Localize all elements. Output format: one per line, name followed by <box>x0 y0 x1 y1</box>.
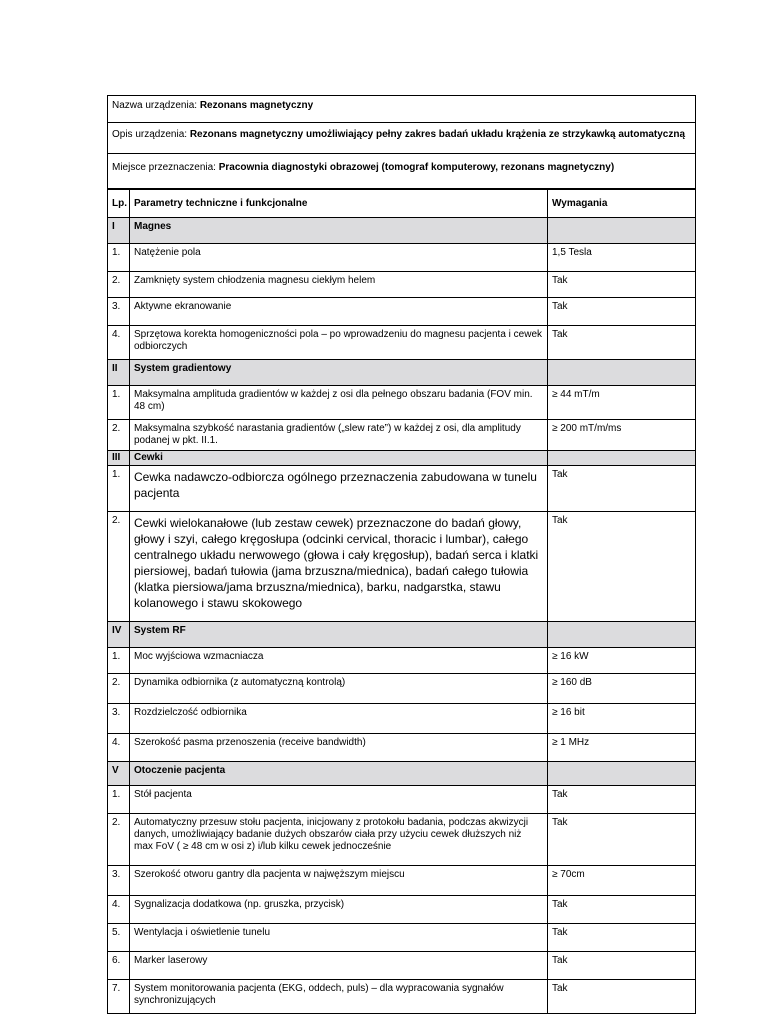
section-title: Cewki <box>130 451 548 466</box>
table-header-row <box>108 190 696 218</box>
header-requirements: Wymagania <box>548 190 696 218</box>
row-number: 2. <box>108 420 130 451</box>
device-name-row <box>108 96 696 123</box>
row-parameter: Automatyczny przesuw stołu pacjenta, inicjowany z protokołu badania, podczas akwizycji danych, umożliwiający badanie dużych obszarów ciała przy użyciu cewek dłuższych niż max FoV ( ≥ 48 cm w osi z) i/lub kilku cewek jednocześnie <box>130 814 548 866</box>
row-requirement: Tak <box>548 786 696 814</box>
document-page <box>107 95 696 1014</box>
row-parameter: Szerokość otworu gantry dla pacjenta w najwęższym miejscu <box>130 866 548 896</box>
row-parameter: Cewki wielokanałowe (lub zestaw cewek) przeznaczone do badań głowy, głowy i szyi, całego kręgosłupa (odcinki cervical, thoracic i lumbar), całego centralnego układu nerwowego (głowa i cały kręgosłup), badań serca i klatki piersiowej, badań tułowia (jama brzuszna/miednica), badań całego tułowia (klatka piersiowa/jama brzuszna/miednica), barku, nadgarstka, stawu kolanowego i stawu skokowego <box>130 512 548 622</box>
row-requirement: Tak <box>548 466 696 512</box>
row-requirement: Tak <box>548 512 696 622</box>
table-row <box>108 704 696 734</box>
row-parameter: Wentylacja i oświetlenie tunelu <box>130 924 548 952</box>
row-number: 6. <box>108 952 130 980</box>
section-row <box>108 622 696 648</box>
section-empty-cell <box>548 360 696 386</box>
section-number: III <box>108 451 130 466</box>
row-requirement: 1,5 Tesla <box>548 244 696 272</box>
section-number: V <box>108 762 130 786</box>
row-parameter: Zamknięty system chłodzenia magnesu ciekłym helem <box>130 272 548 298</box>
section-empty-cell <box>548 451 696 466</box>
section-title: Otoczenie pacjenta <box>130 762 548 786</box>
table-row <box>108 326 696 360</box>
table-row <box>108 952 696 980</box>
row-number: 4. <box>108 326 130 360</box>
row-requirement: ≥ 44 mT/m <box>548 386 696 420</box>
row-requirement: ≥ 70cm <box>548 866 696 896</box>
section-empty-cell <box>548 622 696 648</box>
header-lp: Lp. <box>108 190 130 218</box>
table-row <box>108 924 696 952</box>
destination-value: Pracownia diagnostyki obrazowej (tomograf komputerowy, rezonans magnetyczny) <box>218 162 615 173</box>
section-row <box>108 451 696 466</box>
row-number: 2. <box>108 814 130 866</box>
info-table <box>107 95 696 189</box>
row-number: 1. <box>108 244 130 272</box>
section-number: IV <box>108 622 130 648</box>
table-row <box>108 244 696 272</box>
row-number: 7. <box>108 980 130 1014</box>
table-row <box>108 466 696 512</box>
table-row <box>108 648 696 674</box>
row-parameter: Natężenie pola <box>130 244 548 272</box>
device-name-label: Nazwa urządzenia: <box>112 100 198 111</box>
row-parameter: Dynamika odbiornika (z automatyczną kontrolą) <box>130 674 548 704</box>
row-requirement: ≥ 16 kW <box>548 648 696 674</box>
table-row <box>108 866 696 896</box>
destination-row <box>108 154 696 189</box>
row-parameter: Moc wyjściowa wzmacniacza <box>130 648 548 674</box>
row-number: 1. <box>108 648 130 674</box>
table-row <box>108 896 696 924</box>
description-label: Opis urządzenia: <box>112 129 188 140</box>
row-number: 2. <box>108 272 130 298</box>
row-requirement: ≥ 200 mT/m/ms <box>548 420 696 451</box>
table-row <box>108 814 696 866</box>
section-row <box>108 360 696 386</box>
section-number: II <box>108 360 130 386</box>
section-number: I <box>108 218 130 244</box>
destination-label: Miejsce przeznaczenia: <box>112 162 216 173</box>
row-number: 3. <box>108 298 130 326</box>
row-number: 3. <box>108 704 130 734</box>
table-row <box>108 980 696 1014</box>
row-number: 2. <box>108 674 130 704</box>
row-parameter: System monitorowania pacjenta (EKG, oddech, puls) – dla wypracowania sygnałów synchronizujących <box>130 980 548 1014</box>
section-title: System RF <box>130 622 548 648</box>
row-parameter: Sygnalizacja dodatkowa (np. gruszka, przycisk) <box>130 896 548 924</box>
row-requirement: Tak <box>548 924 696 952</box>
row-number: 1. <box>108 786 130 814</box>
row-parameter: Aktywne ekranowanie <box>130 298 548 326</box>
destination-cell <box>108 154 696 189</box>
section-row <box>108 762 696 786</box>
table-row <box>108 420 696 451</box>
row-parameter: Maksymalna szybkość narastania gradientów („slew rate”) w każdej z osi, dla amplitudy podanej w pkt. II.1. <box>130 420 548 451</box>
header-params: Parametry techniczne i funkcjonalne <box>130 190 548 218</box>
row-requirement: Tak <box>548 814 696 866</box>
section-title: System gradientowy <box>130 360 548 386</box>
row-number: 4. <box>108 896 130 924</box>
description-cell <box>108 123 696 154</box>
row-requirement: Tak <box>548 896 696 924</box>
spec-table <box>107 189 696 1014</box>
row-requirement: Tak <box>548 272 696 298</box>
row-requirement: ≥ 160 dB <box>548 674 696 704</box>
table-row <box>108 272 696 298</box>
table-row <box>108 386 696 420</box>
row-requirement: Tak <box>548 326 696 360</box>
table-row <box>108 734 696 762</box>
table-row <box>108 786 696 814</box>
row-number: 1. <box>108 386 130 420</box>
row-requirement: Tak <box>548 298 696 326</box>
row-parameter: Stół pacjenta <box>130 786 548 814</box>
row-parameter: Maksymalna amplituda gradientów w każdej z osi dla pełnego obszaru badania (FOV min. 48 cm) <box>130 386 548 420</box>
row-number: 2. <box>108 512 130 622</box>
row-parameter: Rozdzielczość odbiornika <box>130 704 548 734</box>
row-requirement: Tak <box>548 952 696 980</box>
section-title: Magnes <box>130 218 548 244</box>
row-parameter: Szerokość pasma przenoszenia (receive bandwidth) <box>130 734 548 762</box>
device-name-value: Rezonans magnetyczny <box>199 100 314 111</box>
row-parameter: Marker laserowy <box>130 952 548 980</box>
description-row <box>108 123 696 154</box>
table-row <box>108 674 696 704</box>
row-requirement: ≥ 16 bit <box>548 704 696 734</box>
row-number: 5. <box>108 924 130 952</box>
table-row <box>108 298 696 326</box>
row-number: 3. <box>108 866 130 896</box>
row-requirement: Tak <box>548 980 696 1014</box>
device-name-cell <box>108 96 696 123</box>
row-parameter: Sprzętowa korekta homogeniczności pola – po wprowadzeniu do magnesu pacjenta i cewek odbiorczych <box>130 326 548 360</box>
row-number: 1. <box>108 466 130 512</box>
section-empty-cell <box>548 762 696 786</box>
row-parameter: Cewka nadawczo-odbiorcza ogólnego przeznaczenia zabudowana w tunelu pacjenta <box>130 466 548 512</box>
description-value: Rezonans magnetyczny umożliwiający pełny zakres badań układu krążenia ze strzykawką automatyczną <box>189 129 686 140</box>
row-requirement: ≥ 1 MHz <box>548 734 696 762</box>
section-row <box>108 218 696 244</box>
row-number: 4. <box>108 734 130 762</box>
section-empty-cell <box>548 218 696 244</box>
table-row <box>108 512 696 622</box>
